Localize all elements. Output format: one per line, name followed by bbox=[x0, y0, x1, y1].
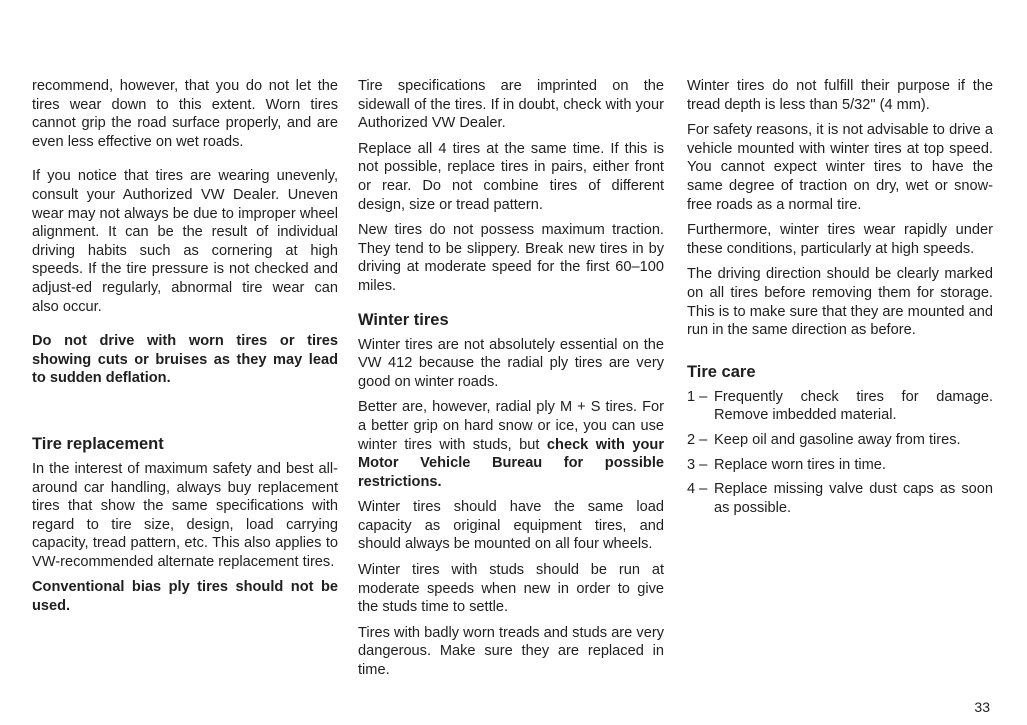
paragraph: New tires do not possess maximum traction. They tend to be slippery. Break new tires in by driving at moderate speed for the first 60–100 miles. bbox=[358, 222, 664, 294]
column-1 bbox=[32, 77, 338, 623]
emphasis-text: check with your Motor Vehicle Bureau for possible restrictions. bbox=[358, 436, 665, 490]
paragraph: Replace all 4 tires at the same time. If this is not possible, replace tires in pairs, either front or rear. Do not combine tires of different design, size or tread pattern. bbox=[358, 140, 664, 213]
heading-tire-replacement: Tire replacement bbox=[32, 434, 164, 453]
list-text: Replace worn tires in time. bbox=[714, 456, 886, 473]
paragraph: In the interest of maximum safety and best all-around car handling, always buy replacement tires that show the same specifications with regard to tire size, design, load carrying capacity, tread pattern, etc. This also applies to VW-recommended alternate replacement tires. bbox=[32, 460, 338, 570]
paragraph: Tires with badly worn treads and studs are very dangerous. Make sure they are replaced in time. bbox=[358, 624, 664, 679]
column-3 bbox=[687, 77, 993, 523]
list-number: 2 – bbox=[687, 431, 708, 448]
list-item bbox=[687, 480, 993, 517]
heading-winter-tires: Winter tires bbox=[358, 310, 449, 329]
paragraph bbox=[358, 398, 664, 491]
paragraph: recommend, however, that you do not let the tires wear down to this extent. Worn tires cannot grip the road surface properly, and are even less effective on wet roads. bbox=[32, 78, 338, 150]
paragraph: Winter tires do not fulfill their purpose if the tread depth is less than 5/32" (4 mm). bbox=[687, 78, 993, 113]
paragraph: The driving direction should be clearly marked on all tires before removing them for storage. This is to make sure that they are mounted and run in the same direction as before. bbox=[687, 266, 993, 339]
list-number: 1 – bbox=[687, 388, 708, 405]
paragraph: Winter tires with studs should be run at moderate speeds when new in order to give the studs time to settle. bbox=[358, 562, 664, 616]
list-item bbox=[687, 456, 993, 475]
list-number: 4 – bbox=[687, 481, 708, 498]
page-number: 33 bbox=[974, 699, 990, 715]
paragraph: If you notice that tires are wearing unevenly, consult your Authorized VW Dealer. Uneven wear may not always be due to improper wheel alignment. It can be the result of individual driving habits such as cornering at high speeds. If the tire pressure is not checked and adjust-ed regularly, abnormal tire wear can also occur. bbox=[32, 168, 338, 315]
warning-text: Conventional bias ply tires should not be used. bbox=[32, 579, 338, 615]
tire-care-list bbox=[687, 388, 993, 518]
list-text: Replace missing valve dust caps as soon as possible. bbox=[714, 481, 993, 516]
paragraph: For safety reasons, it is not advisable to drive a vehicle mounted with winter tires at top speed. You cannot expect winter tires to have the same degree of traction on dry, wet or snow-free roads as a normal tire. bbox=[687, 122, 993, 213]
list-number: 3 – bbox=[687, 456, 708, 473]
list-item bbox=[687, 388, 993, 425]
paragraph: Tire specifications are imprinted on the sidewall of the tires. If in doubt, check with your Authorized VW Dealer. bbox=[358, 78, 664, 132]
paragraph-text: Better are, however, radial ply M + S tires. For a better grip on hard snow or ice, you can use winter tires with studs, but bbox=[358, 399, 664, 453]
column-2 bbox=[358, 77, 664, 687]
warning-text: Do not drive with worn tires or tires showing cuts or bruises as they may lead to sudden deflation. bbox=[32, 333, 338, 387]
paragraph: Winter tires should have the same load capacity as original equipment tires, and should always be mounted on all four wheels. bbox=[358, 499, 664, 553]
list-item bbox=[687, 431, 993, 450]
paragraph: Furthermore, winter tires wear rapidly under these conditions, particularly at high speeds. bbox=[687, 222, 993, 257]
list-text: Keep oil and gasoline away from tires. bbox=[714, 431, 961, 448]
paragraph: Winter tires are not absolutely essential on the VW 412 because the radial ply tires are very good on winter roads. bbox=[358, 336, 664, 390]
list-text: Frequently check tires for damage. Remove imbedded material. bbox=[714, 388, 993, 424]
heading-tire-care: Tire care bbox=[687, 362, 756, 381]
